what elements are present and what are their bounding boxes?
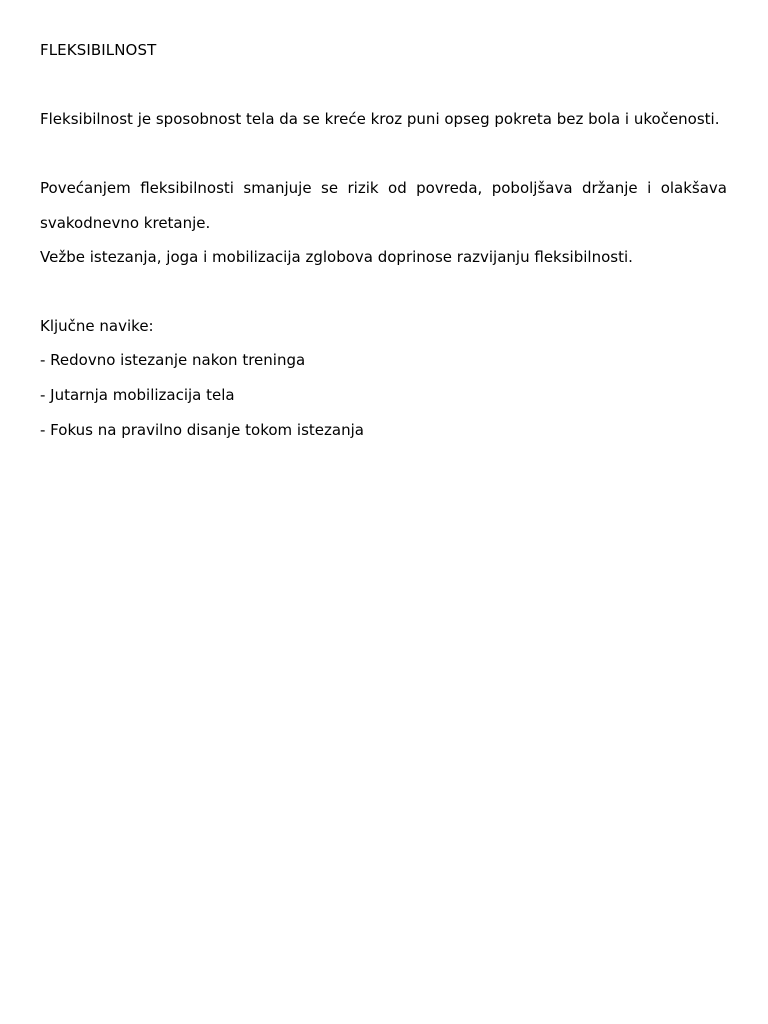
- document-title: FLEKSIBILNOST: [40, 41, 157, 59]
- list-item: - Redovno istezanje nakon treninga: [40, 351, 306, 369]
- paragraph-definition: Fleksibilnost je sposobnost tela da se kreće kroz puni opseg pokreta bez bola i ukočenosti.: [40, 110, 720, 128]
- paragraph-benefits: Povećanjem fleksibilnosti smanjuje se rizik od povreda, poboljšava držanje i olakšava svakodnevno kretanje.: [40, 179, 727, 232]
- list-item: - Fokus na pravilno disanje tokom istezanja: [40, 421, 364, 439]
- paragraph-exercises: Vežbe istezanja, joga i mobilizacija zglobova doprinose razvijanju fleksibilnosti.: [40, 248, 633, 266]
- list-item: - Jutarnja mobilizacija tela: [40, 386, 235, 404]
- habits-heading: Ključne navike:: [40, 317, 154, 335]
